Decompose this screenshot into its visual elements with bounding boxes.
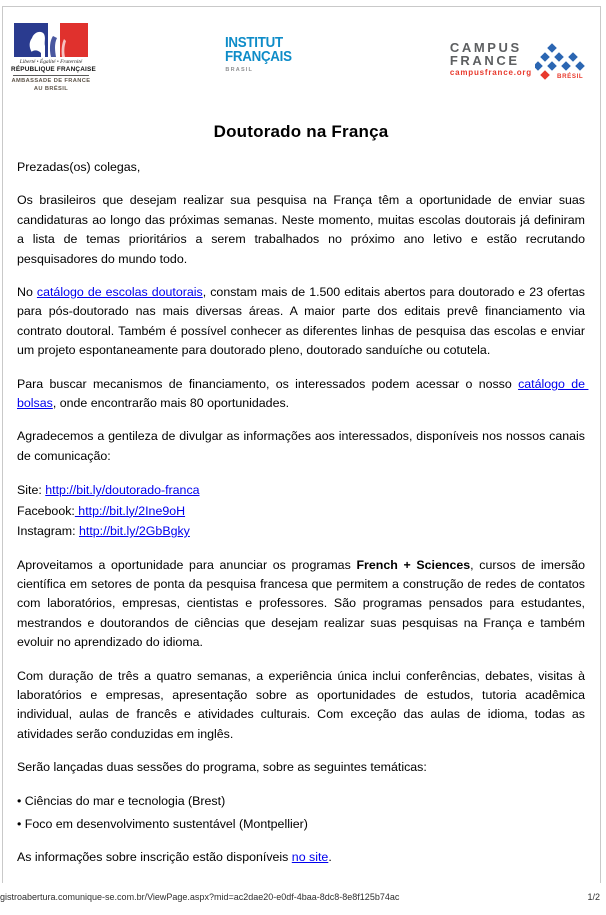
channel-label: Site: (17, 483, 46, 498)
sessions-list (17, 792, 585, 835)
institut-francais-logo (225, 37, 315, 73)
paragraph-share: Agradecemos a gentileza de divulgar as informações aos interessados, disponíveis nos nossos canais de comunicação: (17, 429, 585, 463)
campus-logo-url: campusfrance.org (449, 68, 532, 77)
embassy-divider (13, 75, 89, 76)
paragraph-closing (17, 882, 585, 883)
paragraph-duration: Com duração de três a quatro semanas, a experiência única inclui conferências, debates, visitas à laboratórios e empresas, apresentação sobre as oportunidades de estudos, tutoria acadêmica individual, aulas de francês e atividades culturais. Com exceção das aulas de idioma, todas as atividades serão conduzidas em inglês. (17, 668, 585, 741)
paragraph-registration (17, 848, 585, 867)
page-number: 1/2 (587, 892, 600, 902)
paragraph-funding (17, 375, 589, 414)
campus-france-diamonds-icon (535, 42, 593, 84)
embassy-republic: RÉPUBLIQUE FRANÇAISE (11, 66, 96, 73)
bullet-icon: • (17, 816, 22, 831)
paragraph-text: As informações sobre inscrição estão disponíveis (17, 850, 292, 865)
print-footer (0, 892, 604, 902)
institut-logo-line1: INSTITUT (225, 35, 284, 51)
campus-logo-line1: CAMPUS (449, 40, 522, 55)
french-flag-marianne-icon (14, 23, 88, 57)
paragraph-text: No (17, 285, 37, 300)
paragraph-text: Para buscar mecanismos de financiamento, os interessados podem acessar o nosso (17, 376, 519, 391)
document-page (2, 6, 601, 883)
paragraph-text: . (328, 850, 332, 865)
paragraph-text: , cursos de imersão científica em setores de ponta da pesquisa francesa que permitem a construção de redes de contatos com laboratórios, empresas, cientistas e professores. São programas pensados para estudantes, mestrandos e doutorandos de ciências que desejam realizar suas pesquisas na França e também evoluir no aprendizado do idioma. (17, 557, 585, 650)
channels-list (17, 480, 585, 541)
paragraph-sessions-intro: Serão lançadas duas sessões do programa, sobre as seguintes temáticas: (17, 760, 427, 775)
embassy-motto: Liberté • Égalité • Fraternité (19, 59, 83, 65)
page-title: Doutorado na França (213, 122, 389, 141)
header-logos (11, 23, 593, 93)
campus-logo-line2: FRANCE (449, 52, 520, 68)
facebook-link[interactable]: http://bit.ly/2Ine9oH (74, 503, 186, 518)
embassy-logo (11, 23, 96, 93)
program-name-bold: French + Sciences (356, 557, 471, 572)
list-item-text: Ciências do mar e tecnologia (Brest) (24, 793, 226, 808)
paragraph-text: , onde encontrarão mais 80 oportunidades. (52, 396, 290, 411)
channel-instagram (17, 521, 585, 541)
list-item-text: Foco em desenvolvimento sustentável (Montpellier) (24, 816, 308, 831)
paragraph-text: , constam mais de 1.500 editais abertos para doutorado e 23 ofertas para pós-doutorado nas mais diversas áreas. A maior parte dos editais prevê financiamento via contrato doutoral. Também é possível conhecer as diferentes linhas de pesquisa das escolas e enviar um projeto espontaneamente para doutorado pleno, doutorado sanduíche ou cotutela. (17, 285, 585, 358)
registration-site-link[interactable]: no site (291, 850, 329, 865)
embassy-name-line2: AU BRÉSIL (33, 85, 69, 92)
doctoral-schools-link[interactable]: catálogo de escolas doutorais (36, 285, 203, 300)
institut-logo-region: BRASIL (225, 67, 254, 73)
institut-logo-line2: FRANÇAIS (225, 48, 293, 65)
list-item (17, 815, 585, 834)
footer-url: gistroabertura.comunique-se.com.br/ViewPage.aspx?mid=ac2dae20-e0df-4baa-8dc8-8e8f125b74ac (0, 892, 400, 902)
embassy-name-line1: AMBASSADE DE FRANCE (11, 78, 91, 84)
paragraph-text: Aproveitamos a oportunidade para anunciar os programas (17, 557, 357, 572)
document-body (17, 158, 589, 883)
greeting: Prezadas(os) colegas, (17, 160, 141, 174)
channel-facebook (17, 501, 585, 521)
channel-label: Facebook: (17, 503, 75, 518)
paragraph-intro: Os brasileiros que desejam realizar sua pesquisa na França têm a oportunidade de enviar suas candidaturas ao longo das próximas semanas. Neste momento, muitas escolas doutorais já definiram a lista de temas prioritários a serem trabalhados no próximo ano letivo e estão recrutando pesquisadores do mundo todo. (17, 193, 585, 266)
paragraph-catalog (17, 283, 585, 361)
campus-logo-region: BRÉSIL (557, 73, 584, 80)
scholarships-link[interactable]: catálogo de bolsas (17, 376, 589, 411)
bullet-icon: • (17, 793, 22, 808)
list-item (17, 792, 585, 811)
channel-site (17, 480, 585, 500)
channel-label: Instagram: (17, 524, 79, 539)
instagram-link[interactable]: http://bit.ly/2GbBgky (78, 524, 190, 539)
campus-france-logo (450, 42, 593, 84)
paragraph-programs (17, 556, 585, 653)
site-link[interactable]: http://bit.ly/doutorado-franca (45, 483, 200, 498)
